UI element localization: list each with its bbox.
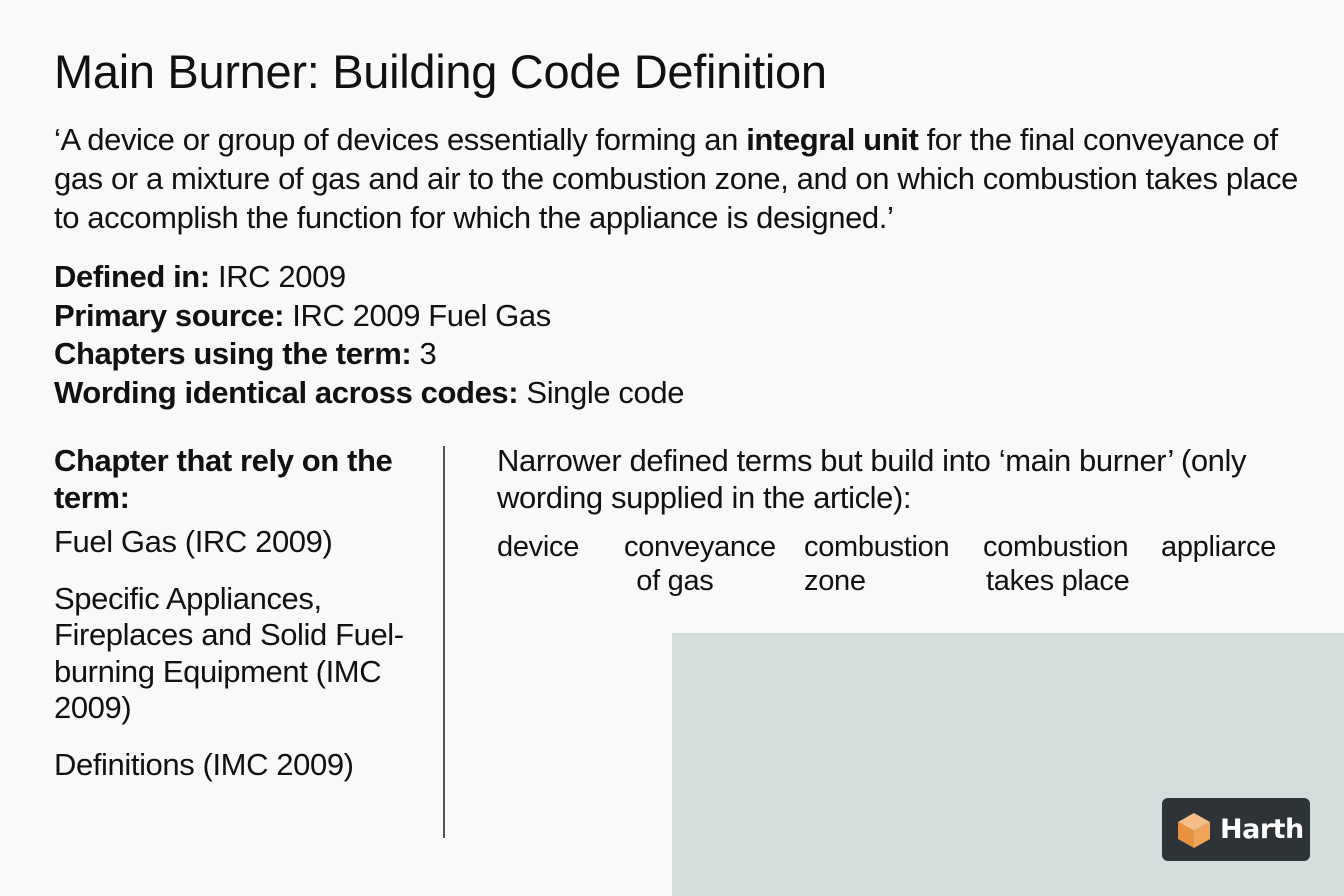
page-title: Main Burner: Building Code Definition <box>54 45 827 98</box>
term-line: appliarce <box>1161 531 1276 563</box>
chapter-item: Specific Appliances, Fireplaces and Solid Fuel-burning Equipment (IMC 2009) <box>54 580 404 725</box>
term-item <box>1161 530 1276 564</box>
fact-value: Single code <box>526 374 685 410</box>
term-line: zone <box>804 565 866 597</box>
fact-chapters-count <box>54 335 684 374</box>
definition-text-after: for the final conveyance of gas or a mixture of gas and air to the combustion zone, and on which combustion takes place to accomplish the function for which the appliance is designed.’ <box>54 122 1298 235</box>
chapters-heading: Chapter that rely on the term: <box>54 443 393 515</box>
column-divider <box>443 446 445 838</box>
term-line: takes place <box>986 565 1130 597</box>
fact-label: Defined in: <box>54 259 210 294</box>
term-line: combustion <box>983 531 1129 563</box>
term-item <box>804 530 949 598</box>
term-line: conveyance <box>624 531 776 563</box>
term-item <box>624 530 776 598</box>
definition-emphasis: integral unit <box>746 122 919 157</box>
fact-label: Primary source: <box>54 297 285 333</box>
brand-logo <box>1162 798 1310 861</box>
fact-value: IRC 2009 <box>217 259 346 294</box>
facts-list <box>54 258 684 412</box>
cube-icon <box>1174 810 1214 850</box>
fact-primary-source <box>54 297 684 336</box>
fact-value: IRC 2009 Fuel Gas <box>292 297 551 333</box>
logo-text: Harth <box>1220 814 1304 845</box>
chapter-item: Definitions (IMC 2009) <box>54 746 354 782</box>
narrower-terms-heading: Narrower defined terms but build into ‘main burner’ (only wording supplied in the article): <box>497 443 1247 515</box>
definition-quote <box>54 120 1314 237</box>
term-item <box>983 530 1129 598</box>
fact-wording-identical <box>54 374 684 413</box>
fact-value: 3 <box>419 336 437 371</box>
fact-defined-in <box>54 258 684 297</box>
definition-text-before: ‘A device or group of devices essentially forming an <box>54 122 747 157</box>
term-line: combustion <box>804 531 950 563</box>
chapters-column <box>54 443 424 803</box>
chapter-item: Fuel Gas (IRC 2009) <box>54 524 333 559</box>
term-item <box>497 530 579 564</box>
fact-label: Wording identical across codes: <box>54 374 519 410</box>
fact-label: Chapters using the term: <box>54 336 412 371</box>
term-line: of gas <box>636 565 714 597</box>
term-line: device <box>497 531 580 563</box>
